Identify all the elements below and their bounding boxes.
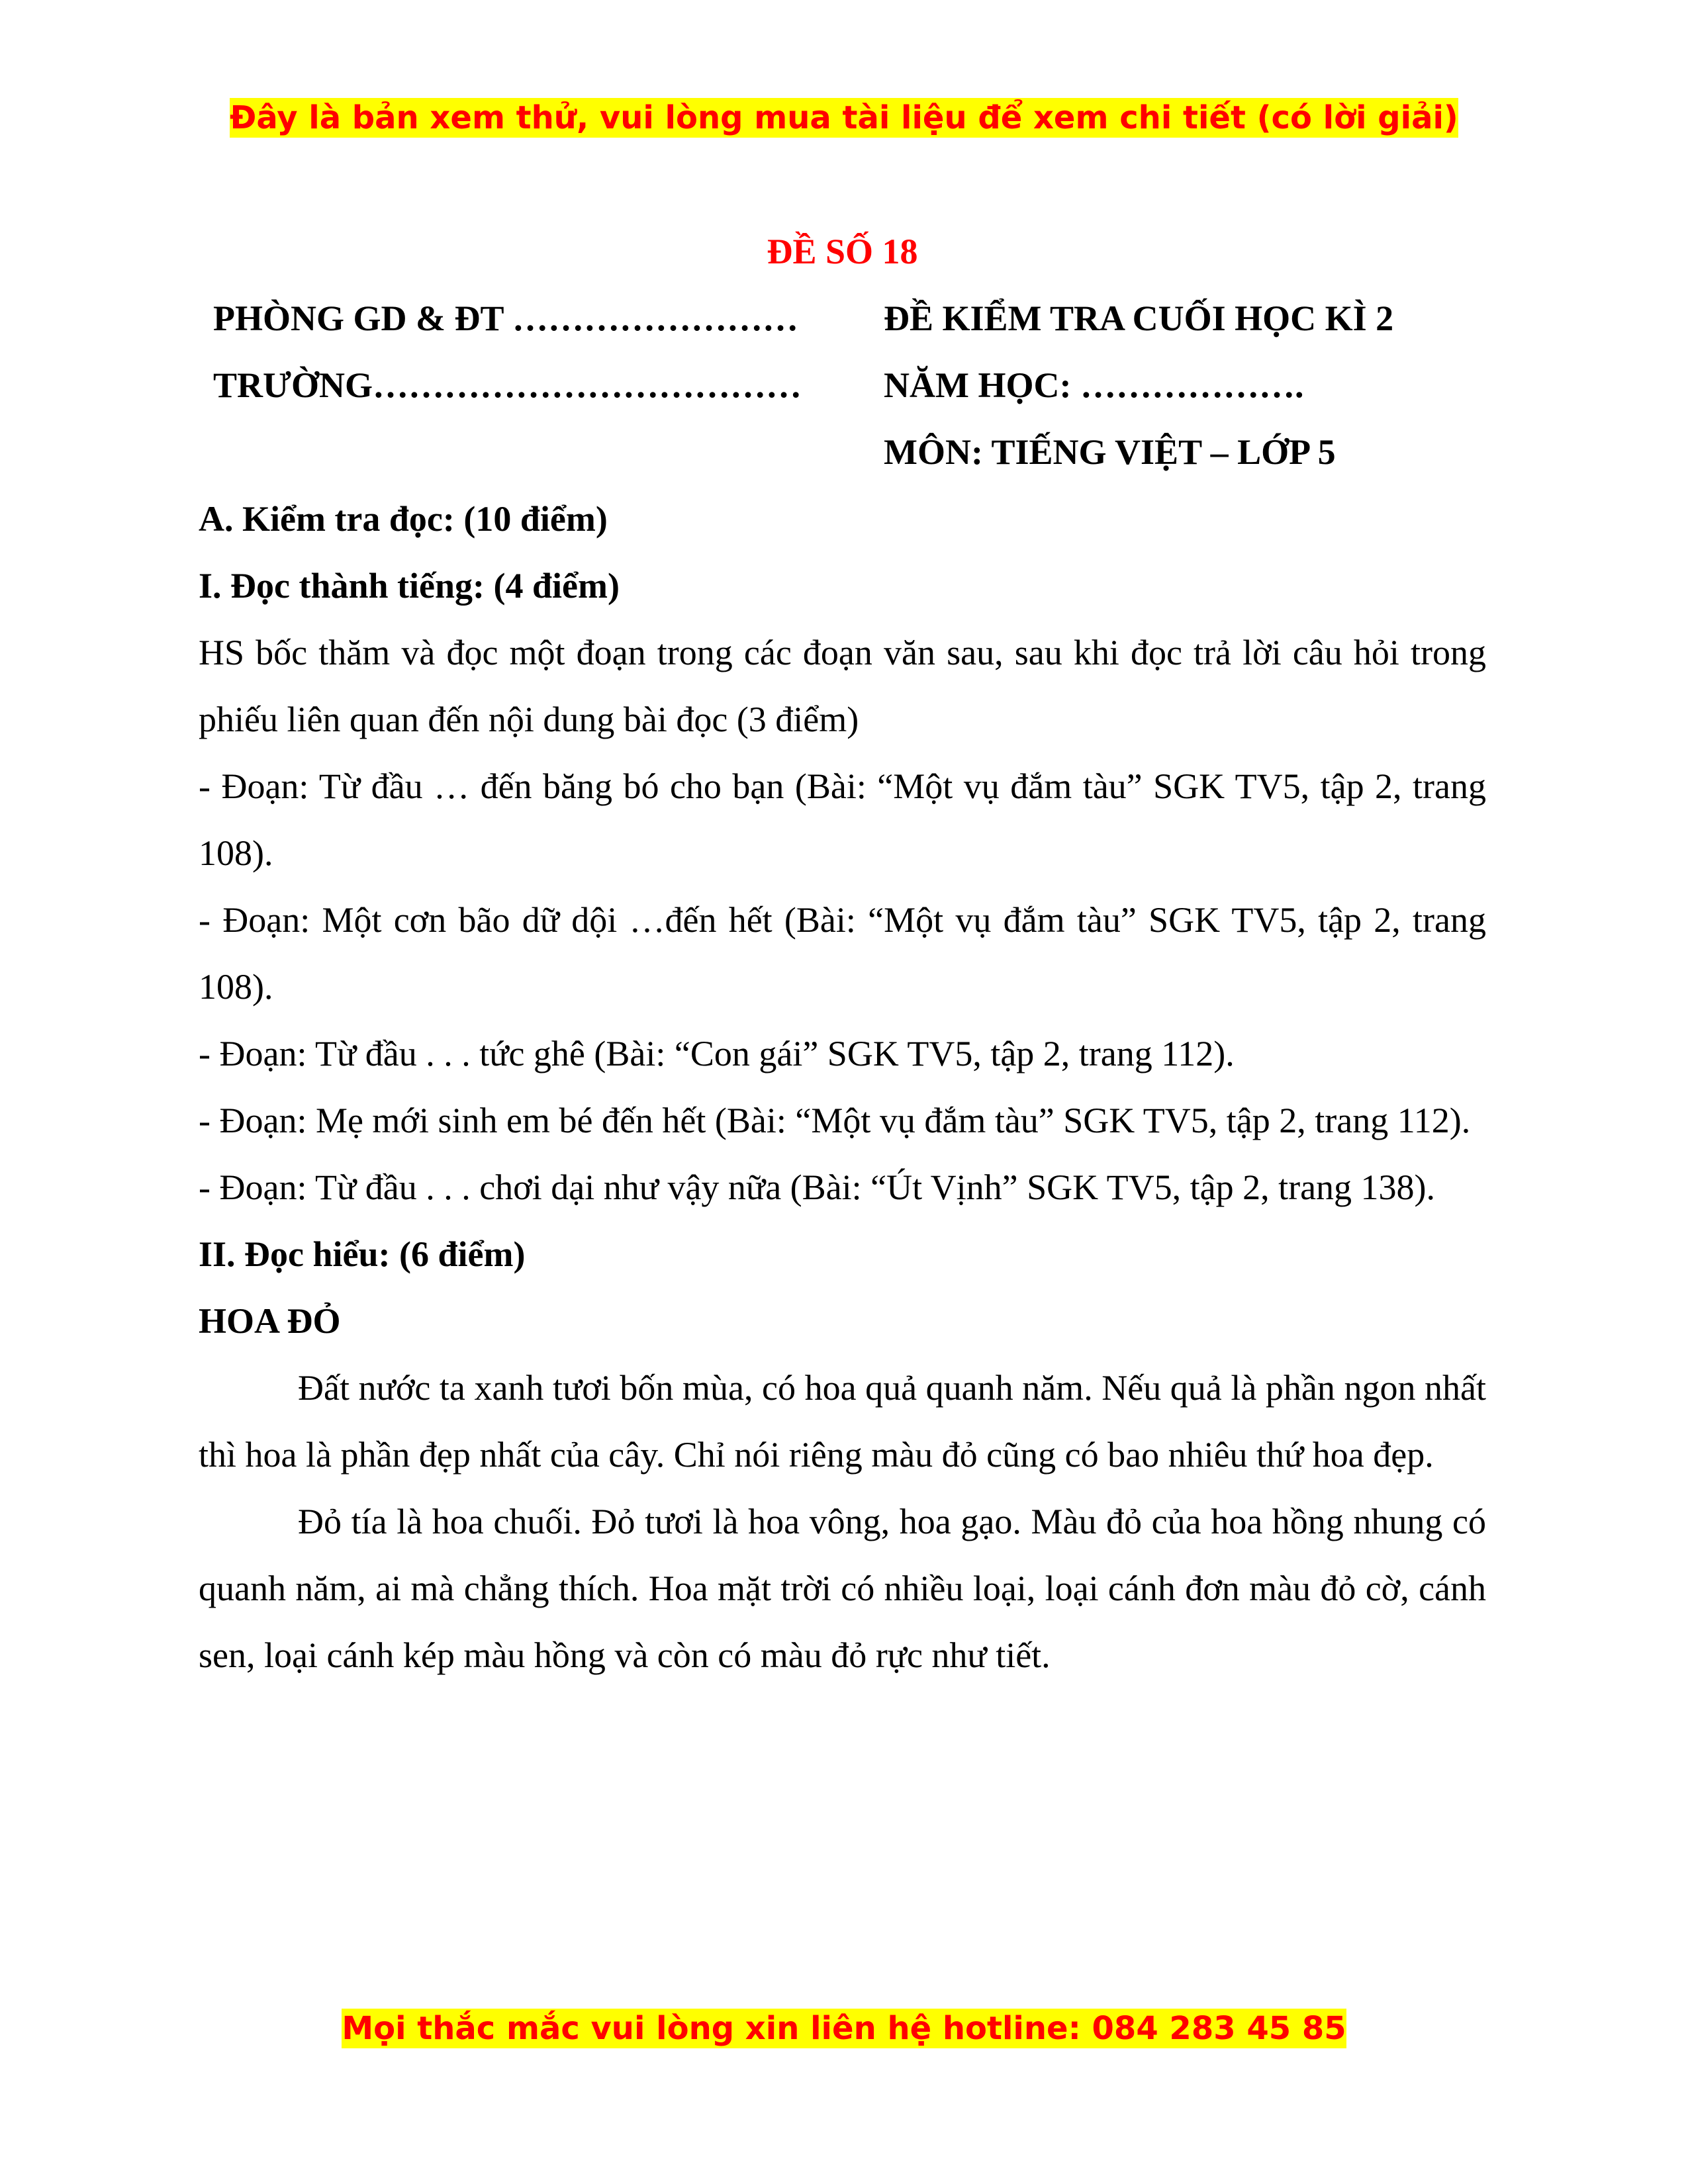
header-row-1 [199, 285, 1486, 352]
reading-paragraph: Đất nước ta xanh tươi bốn mùa, có hoa quả quanh năm. Nếu quả là phần ngon nhất thì hoa là phần đẹp nhất của cây. Chỉ nói riêng màu đỏ cũng có bao nhiêu thứ hoa đẹp. [199, 1368, 1486, 1475]
hotline-text: Mọi thắc mắc vui lòng xin liên hệ hotline: 084 283 45 85 [342, 2010, 1346, 2047]
hotline-banner [0, 2009, 1688, 2048]
section-a-title: A. Kiểm tra đọc: (10 điểm) [199, 499, 608, 539]
reading-item: - Đoạn: Từ đầu . . . tức ghê (Bài: “Con gái” SGK TV5, tập 2, trang 112). [199, 1034, 1235, 1073]
part1-intro: HS bốc thăm và đọc một đoạn trong các đoạn văn sau, sau khi đọc trả lời câu hỏi trong phiếu liên quan đến nội dung bài đọc (3 điểm) [199, 633, 1486, 739]
reading-title: HOA ĐỎ [199, 1301, 341, 1341]
school-year: NĂM HỌC: ………………. [884, 365, 1304, 405]
exam-title: ĐỀ KIỂM TRA CUỐI HỌC KÌ 2 [884, 298, 1394, 338]
reading-item: - Đoạn: Từ đầu … đến băng bó cho bạn (Bài: “Một vụ đắm tàu” SGK TV5, tập 2, trang 108). [199, 766, 1486, 873]
header-row-3 [199, 419, 1486, 486]
header-left-empty [199, 419, 884, 486]
document-body [199, 218, 1486, 1689]
exam-number: ĐỀ SỐ 18 [767, 232, 918, 271]
part2-title: II. Đọc hiểu: (6 điểm) [199, 1234, 526, 1274]
header-row-2 [199, 352, 1486, 419]
reading-item: - Đoạn: Từ đầu . . . chơi dại như vậy nữa (Bài: “Út Vịnh” SGK TV5, tập 2, trang 138). [199, 1167, 1436, 1207]
part1-title: I. Đọc thành tiếng: (4 điểm) [199, 566, 620, 606]
department-line: PHÒNG GD & ĐT …………………… [213, 298, 799, 338]
subject-line: MÔN: TIẾNG VIỆT – LỚP 5 [884, 432, 1336, 472]
preview-notice-banner [0, 98, 1688, 138]
reading-item: - Đoạn: Một cơn bão dữ dội …đến hết (Bài: “Một vụ đắm tàu” SGK TV5, tập 2, trang 108). [199, 900, 1486, 1007]
reading-item: - Đoạn: Mẹ mới sinh em bé đến hết (Bài: “Một vụ đắm tàu” SGK TV5, tập 2, trang 112). [199, 1101, 1471, 1140]
school-line: TRƯỜNG……………………………… [213, 365, 802, 405]
reading-paragraph: Đỏ tía là hoa chuối. Đỏ tươi là hoa vông, hoa gạo. Màu đỏ của hoa hồng nhung có quanh năm, ai mà chẳng thích. Hoa mặt trời có nhiều loại, loại cánh đơn màu đỏ cờ, cánh sen, loại cánh kép màu hồng và còn có màu đỏ rực như tiết. [199, 1502, 1486, 1675]
preview-notice-text: Đây là bản xem thử, vui lòng mua tài liệu để xem chi tiết (có lời giải) [230, 99, 1458, 136]
